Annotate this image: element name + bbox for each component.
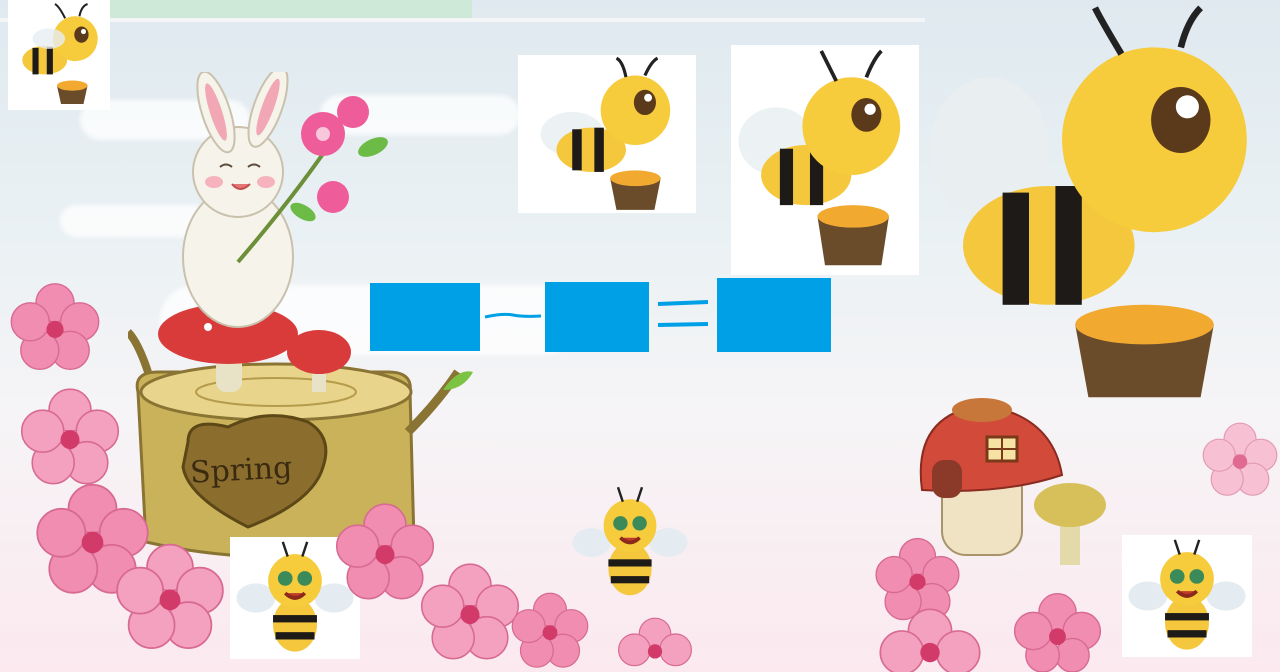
bee-with-honey-bucket-icon: [930, 0, 1260, 405]
top-edge-strip: [0, 18, 925, 22]
cheerful-bee-icon: [1122, 535, 1252, 657]
pink-flower-icon: [615, 615, 695, 672]
pink-flower-icon: [5, 280, 105, 375]
bee-honey-tile-1[interactable]: [518, 55, 696, 213]
pink-flower-icon: [1200, 420, 1280, 500]
cheerful-bee-icon: [570, 480, 690, 605]
top-green-panel: [110, 0, 472, 18]
pink-flower-icon: [1010, 590, 1105, 672]
stump-sign-text: Spring: [189, 450, 294, 491]
pink-flower-icon: [875, 605, 985, 672]
bee-with-honey-bucket-icon: [518, 55, 696, 213]
bee-with-honey-bucket-icon: [731, 45, 919, 275]
answer-box-2[interactable]: [545, 282, 649, 352]
answer-box-3[interactable]: [717, 278, 831, 352]
answer-box-1[interactable]: [370, 283, 480, 351]
pink-flower-icon: [15, 385, 125, 490]
bee-with-honey-bucket-icon: [8, 0, 110, 110]
cheerful-bee-tile-right[interactable]: [1122, 535, 1252, 657]
pink-flower-icon: [110, 540, 230, 655]
bee-honey-large[interactable]: [930, 0, 1260, 405]
pink-flower-icon: [505, 590, 595, 672]
cheerful-bee-center[interactable]: [570, 480, 690, 605]
bee-honey-tile-2[interactable]: [731, 45, 919, 275]
bee-honey-tile-small[interactable]: [8, 0, 110, 110]
equals-sign-icon: [654, 294, 714, 334]
minus-sign-icon: [483, 306, 543, 324]
